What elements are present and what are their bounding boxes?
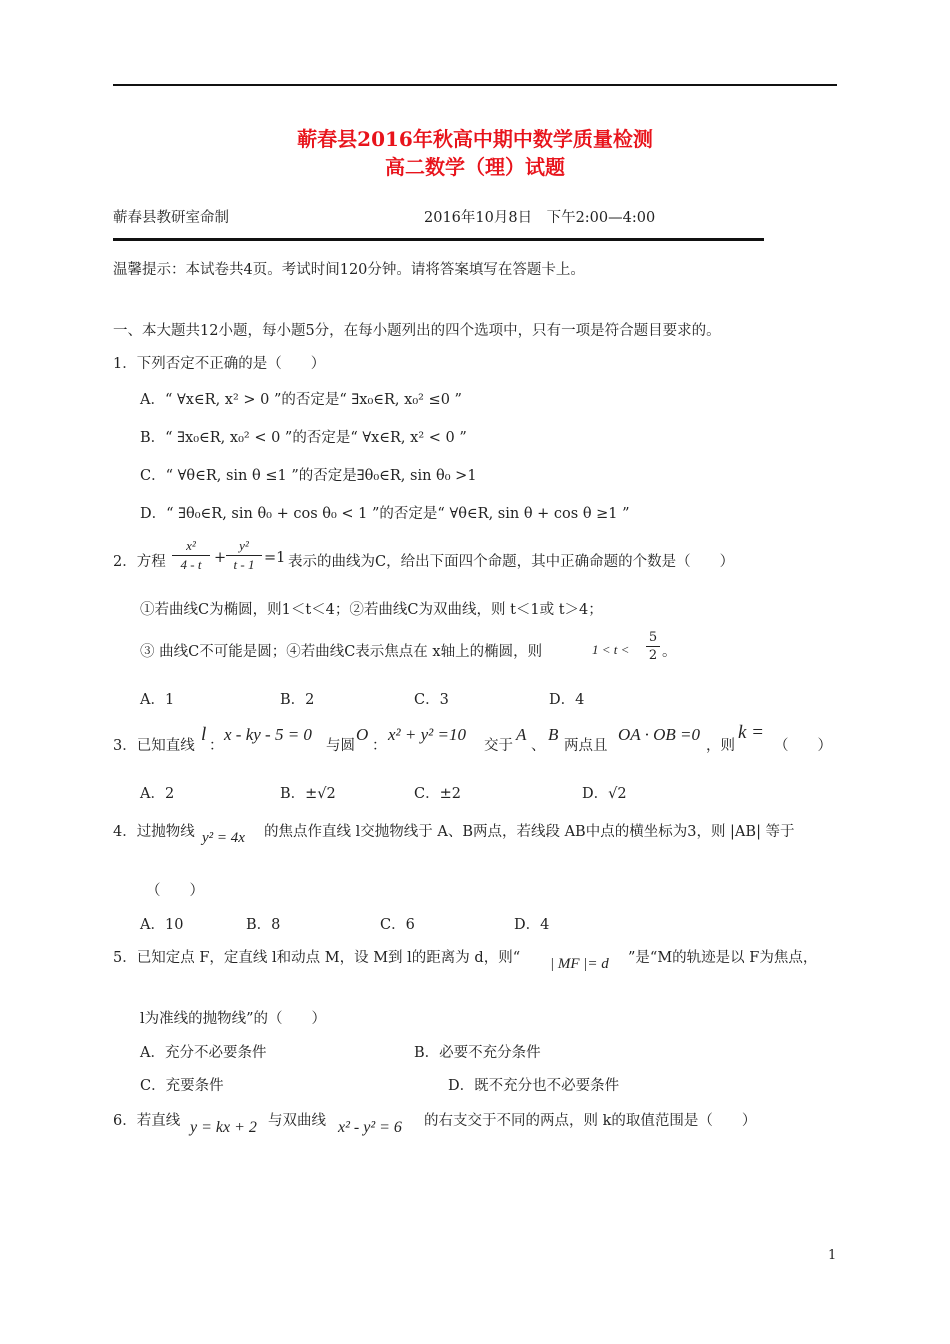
question-6-stem: 的右支交于不同的两点，则 k的取值范围是（ ） xyxy=(424,1113,757,1129)
header-rule xyxy=(113,238,764,241)
question-3-answer-paren: （ ） xyxy=(774,738,832,754)
author-line: 蕲春县教研室命制 xyxy=(113,210,229,226)
question-2-plus: + xyxy=(214,550,227,566)
fraction-2-numerator: y² xyxy=(239,538,249,553)
question-4-option-b: B．8 xyxy=(246,917,281,933)
exam-tip: 温馨提示：本试卷共4页。考试时间120分钟。请将答案填写在答题卡上。 xyxy=(113,262,585,278)
question-3-k: k = xyxy=(738,722,765,743)
top-rule xyxy=(113,84,837,86)
question-3-line-equation: x - ky - 5 = 0 xyxy=(224,725,312,744)
question-4-parabola-equation: y² = 4x xyxy=(202,830,245,846)
fraction-5-2-denominator: 2 xyxy=(648,648,658,663)
question-2-statement-line-2: ③ 曲线C不可能是圆；④若曲线C表示焦点在 x轴上的椭圆，则 xyxy=(140,644,543,660)
question-2-prefix: 2．方程 xyxy=(113,554,166,570)
question-3-then: ，则 xyxy=(706,738,735,754)
question-2-inequality: 1 < t < xyxy=(592,642,630,657)
question-3-prefix: 3．已知直线 xyxy=(113,738,195,754)
question-3-option-d: D．√2 xyxy=(582,786,627,802)
question-3-option-c: C．±2 xyxy=(414,786,461,802)
question-2-stem: 表示的曲线为C，给出下面四个命题，其中正确命题的个数是（ ） xyxy=(288,554,735,570)
question-1-option-c: C．“ ∀θ∈R, sin θ ≤1 ”的否定是∃θ₀∈R, sin θ₀ >1 xyxy=(140,468,477,484)
question-5-distance-equation: | MF |= d xyxy=(550,956,609,972)
question-3-point-b: B xyxy=(548,725,559,744)
question-5-stem-line-2: l为准线的抛物线”的（ ） xyxy=(140,1011,327,1027)
question-3-comma: 、 xyxy=(531,738,546,754)
question-6-with-hyperbola: 与双曲线 xyxy=(268,1113,326,1129)
question-2-fraction-2 xyxy=(226,538,262,573)
question-3-circle-equation: x² + y² =10 xyxy=(388,725,466,744)
question-6-prefix: 6．若直线 xyxy=(113,1113,181,1129)
question-4-option-a: A．10 xyxy=(140,917,184,933)
question-5-stem: ”是“M的轨迹是以 F为焦点， xyxy=(628,950,818,966)
fraction-5-2-numerator: 5 xyxy=(648,630,658,645)
question-3-colon-1: ： xyxy=(209,738,224,754)
question-4-option-d: D．4 xyxy=(514,917,550,933)
fraction-2-denominator: t - 1 xyxy=(233,557,255,572)
question-1-option-b: B．“ ∃x₀∈R, x₀² < 0 ”的否定是“ ∀x∈R, x² < 0 ” xyxy=(140,430,467,446)
question-6-line-equation: y = kx + 2 xyxy=(190,1119,257,1136)
question-2-option-d: D．4 xyxy=(549,692,585,708)
question-4-stem: 的焦点作直线 l交抛物线于 A、B两点，若线段 AB中点的横坐标为3，则 |AB| 等于 xyxy=(264,824,795,840)
page-number: 1 xyxy=(828,1248,837,1263)
question-3-circle-o: O xyxy=(356,725,369,744)
question-4-prefix: 4．过抛物线 xyxy=(113,824,195,840)
exam-date-time: 2016年10月8日 下午2:00—4:00 xyxy=(424,210,656,226)
question-3-option-b: B．±√2 xyxy=(280,786,336,802)
question-4-option-c: C．6 xyxy=(380,917,415,933)
page-title: 蕲春县2016年秋高中期中数学质量检测 xyxy=(297,127,653,151)
question-5-option-c: C．充要条件 xyxy=(140,1078,224,1094)
question-5-option-d: D．既不充分也不必要条件 xyxy=(448,1078,620,1094)
question-5-option-b: B．必要不充分条件 xyxy=(414,1045,541,1061)
question-3-colon-2: ： xyxy=(372,738,387,754)
question-2-fraction-1 xyxy=(172,538,210,573)
question-2-line-2-end: 。 xyxy=(662,644,677,660)
question-2-eq: =1 xyxy=(264,550,286,566)
question-2-option-a: A．1 xyxy=(140,692,175,708)
fraction-1-numerator: x² xyxy=(186,538,196,553)
page-subtitle: 高二数学（理）试题 xyxy=(385,155,565,179)
question-3-dot-product: OA · OB =0 xyxy=(618,725,700,744)
question-3-option-a: A．2 xyxy=(140,786,175,802)
question-2-statement-line-1: ①若曲线C为椭圆，则1＜t＜4；②若曲线C为双曲线，则 t＜1或 t＞4； xyxy=(140,602,603,618)
question-1-option-a: A．“ ∀x∈R, x² > 0 ”的否定是“ ∃x₀∈R, x₀² ≤0 ” xyxy=(140,392,462,408)
question-5-prefix: 5．已知定点 F，定直线 l和动点 M，设 M到 l的距离为 d，则“ xyxy=(113,950,521,966)
question-2-option-c: C．3 xyxy=(414,692,449,708)
question-1-stem: 1．下列否定不正确的是（ ） xyxy=(113,356,326,372)
question-5-option-a: A．充分不必要条件 xyxy=(140,1045,267,1061)
question-6-hyperbola-equation: x² - y² = 6 xyxy=(338,1119,402,1136)
question-2-option-b: B．2 xyxy=(280,692,315,708)
question-4-answer-paren: （ ） xyxy=(146,883,204,899)
question-3-intersect: 交于 xyxy=(484,738,513,754)
fraction-1-denominator: 4 - t xyxy=(180,557,202,572)
question-2-fraction-5-2 xyxy=(646,630,660,663)
question-3-point-a: A xyxy=(516,725,527,744)
question-3-line-l: l xyxy=(201,724,207,745)
question-3-with-circle: 与圆 xyxy=(326,738,355,754)
question-1-option-d: D．“ ∃θ₀∈R, sin θ₀ + cos θ₀ < 1 ”的否定是“ ∀θ∈R, sin θ + cos θ ≥1 ” xyxy=(140,506,630,522)
section-heading: 一、本大题共12小题，每小题5分，在每小题列出的四个选项中，只有一项是符合题目要求的。 xyxy=(113,323,721,339)
question-3-points-and: 两点且 xyxy=(564,738,608,754)
